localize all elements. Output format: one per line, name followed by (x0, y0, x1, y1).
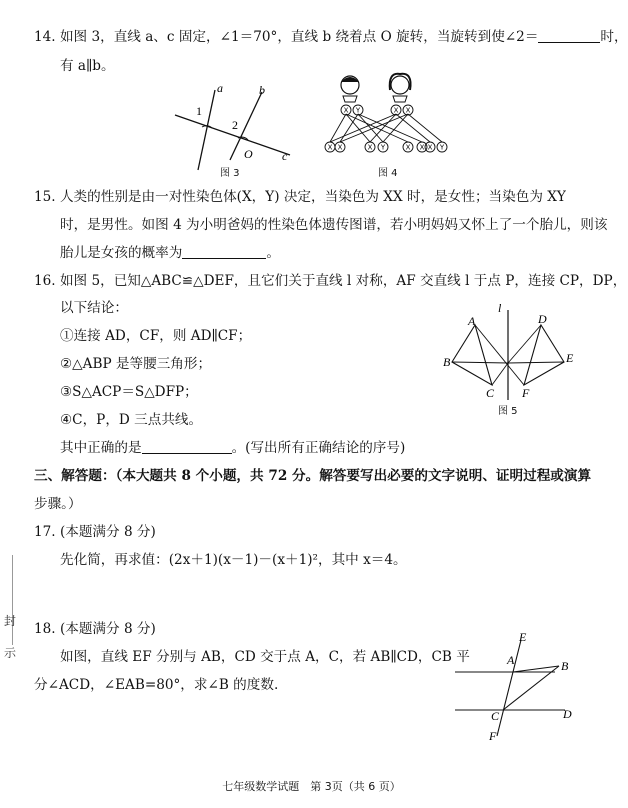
svg-text:X: X (367, 143, 373, 152)
q14-text: 14. 如图 3，直线 a、c 固定，∠1＝70°，直线 b 绕着点 O 旋转，当旋转到使∠2＝ (34, 29, 539, 45)
svg-text:X: X (327, 143, 333, 152)
parent-chromosomes (341, 105, 413, 115)
q15-line3 (60, 243, 611, 263)
label-C: C (486, 386, 495, 400)
section3-heading-line2: 步骤。） (34, 496, 82, 512)
label-a: a (217, 81, 223, 95)
section3-heading-line1: 三、解答题：（本大题共 8 个小题，共 72 分。解答要写出必要的文字说明、证明过程或演算 (34, 468, 592, 484)
q15-line1: 15. 人类的性别是由一对性染色体(X，Y) 决定，当染色为 XX 时，是女性；当染色为 XY (34, 189, 566, 205)
svg-text:Y: Y (355, 106, 361, 115)
q17-title: 17. (本题满分 8 分) (34, 524, 156, 540)
q15-line2: 时，是男性。如图 4 为小明爸妈的性染色体遗传图谱，若小明妈妈又怀上了一个胎儿，则该 (60, 217, 608, 233)
svg-text:Y: Y (380, 143, 386, 152)
triangle-DEF (524, 325, 564, 385)
label-l: l (498, 301, 502, 315)
segment-C-B (503, 666, 559, 710)
svg-text:X: X (405, 143, 411, 152)
q16-line2: 以下结论： (60, 300, 128, 316)
label-B: B (443, 355, 451, 369)
label-B: B (561, 659, 569, 673)
line-a (198, 90, 215, 170)
label-b: b (259, 83, 265, 97)
q16-conclusion-4: ④C，P，D 三点共线。 (60, 412, 203, 428)
svg-text:X: X (419, 143, 425, 152)
q18-body-line1: 如图，直线 EF 分别与 AB，CD 交于点 A，C，若 AB∥CD，CB 平 (60, 649, 470, 665)
q16-conclusion-2: ②△ABP 是等腰三角形； (60, 356, 212, 372)
q14-answer-blank[interactable] (538, 28, 600, 43)
label-F: F (522, 386, 530, 400)
page-footer: 七年级数学试题 第 3页（共 6 页） (222, 780, 401, 793)
figure-3 (170, 80, 300, 170)
figure-5 (440, 300, 580, 410)
label-angle-2: 2 (232, 118, 238, 132)
q16-answer-line (60, 438, 611, 458)
q16-line1: 16. 如图 5，已知△ABC≌△DEF，且它们关于直线 l 对称，AF 交直线 l 于点 P，连接 CP，DP， (34, 273, 627, 289)
svg-text:Y: Y (439, 143, 445, 152)
margin-mark-1: 封 (4, 614, 17, 628)
label-F: F (489, 729, 497, 743)
father-icon (341, 76, 359, 102)
q18-body-line2: 分∠ACD，∠EAB=80°，求∠B 的度数. (34, 677, 279, 693)
figure-4-caption: 图 4 (378, 168, 398, 179)
q18-title: 18. (本题满分 8 分) (34, 621, 156, 637)
label-D: D (538, 312, 547, 326)
q17-body: 先化简，再求值：(2x＋1)(x－1)－(x＋1)²，其中 x＝4。 (60, 552, 407, 568)
figure-3-caption: 图 3 (220, 168, 240, 179)
q16-text: 其中正确的是 (60, 440, 142, 456)
q16-text-end: 。(写出所有正确结论的序号) (231, 440, 406, 456)
mother-icon (390, 74, 411, 102)
svg-text:X: X (337, 143, 343, 152)
label-c: c (282, 149, 288, 163)
figure-4 (318, 72, 458, 167)
label-E: E (566, 351, 574, 365)
q14-line1 (34, 27, 628, 47)
q15-text-end: 。 (266, 245, 280, 261)
label-angle-1: 1 (196, 104, 202, 118)
svg-text:X: X (405, 106, 411, 115)
label-A: A (507, 653, 515, 667)
figure-5-caption: 图 5 (498, 406, 518, 417)
q15-answer-blank[interactable] (182, 244, 266, 259)
label-C: C (491, 709, 500, 723)
svg-text:X: X (343, 106, 349, 115)
figure-q18 (455, 632, 595, 742)
label-E: E (519, 630, 527, 644)
q15-text: 胎儿是女孩的概率为 (60, 245, 183, 261)
svg-text:X: X (393, 106, 399, 115)
label-A: A (468, 314, 476, 328)
q14-line2: 有 a∥b。 (60, 58, 115, 74)
binding-margin-line (12, 555, 13, 645)
q16-conclusion-1: ①连接 AD，CF，则 AD∥CF； (60, 328, 252, 344)
triangle-ABC (452, 325, 492, 385)
q16-answer-blank[interactable] (142, 439, 232, 454)
inheritance-lines (330, 114, 442, 142)
label-O: O (244, 147, 253, 161)
child-chromosomes (325, 142, 447, 152)
svg-text:X: X (427, 143, 433, 152)
q14-text-end: 时， (600, 29, 628, 45)
margin-mark-2: 示 (4, 646, 17, 660)
label-D: D (563, 707, 572, 721)
q16-conclusion-3: ③S△ACP＝S△DFP； (60, 384, 198, 400)
